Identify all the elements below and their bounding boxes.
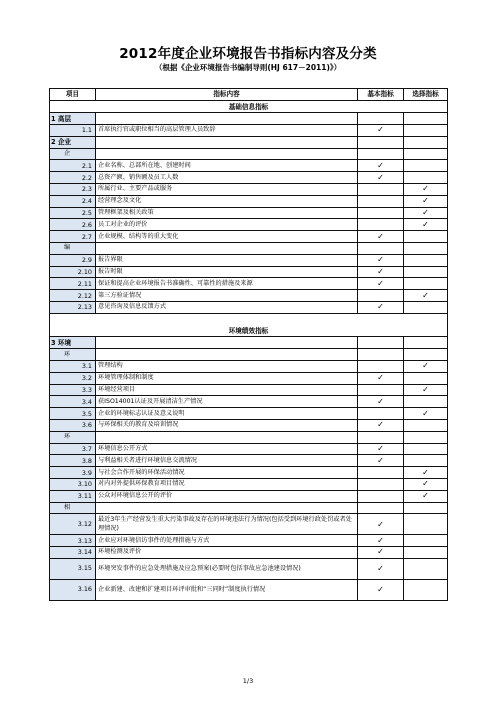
subcategory-blank	[96, 349, 358, 361]
item-text: 经营理念及文化	[96, 195, 358, 207]
table-header-row	[50, 89, 448, 101]
header-item: 项目	[50, 89, 96, 101]
category-blank	[358, 113, 404, 125]
category-blank	[404, 136, 448, 148]
basic-check-mark	[358, 184, 404, 196]
subcategory-blank	[96, 431, 358, 443]
table-row	[50, 160, 448, 172]
header-content: 指标内容	[96, 89, 358, 101]
category-blank	[358, 337, 404, 349]
basic-check-mark	[358, 478, 404, 490]
table-row	[50, 195, 448, 207]
basic-check-mark: ✓	[358, 558, 404, 579]
item-text: 所属行业、主要产品或服务	[96, 184, 358, 196]
table-row	[50, 443, 448, 455]
category-row	[50, 136, 448, 148]
select-check-mark	[404, 372, 448, 384]
spacer-cell	[50, 313, 448, 325]
item-number: 2.12	[50, 290, 96, 302]
item-text: 报告界限	[96, 254, 358, 266]
table-row	[50, 478, 448, 490]
item-number: 3.11	[50, 490, 96, 502]
table-row	[50, 408, 448, 420]
table-row	[50, 207, 448, 219]
select-check-mark	[404, 160, 448, 172]
basic-check-mark: ✓	[358, 547, 404, 559]
table-row	[50, 278, 448, 290]
select-check-mark	[404, 125, 448, 137]
item-number: 2.10	[50, 266, 96, 278]
basic-check-mark: ✓	[358, 172, 404, 184]
item-number: 2.7	[50, 231, 96, 243]
table-row	[50, 396, 448, 408]
item-text: 总资产额、销售额及员工人数	[96, 172, 358, 184]
table-row	[50, 384, 448, 396]
item-number: 2.6	[50, 219, 96, 231]
subcategory-row	[50, 431, 448, 443]
basic-check-mark: ✓	[358, 302, 404, 314]
select-check-mark: ✓	[404, 290, 448, 302]
item-text: 管理框架及相关政策	[96, 207, 358, 219]
item-number: 2.2	[50, 172, 96, 184]
basic-check-mark	[358, 408, 404, 420]
item-number: 3.7	[50, 443, 96, 455]
category-blank	[358, 136, 404, 148]
table-row	[50, 547, 448, 559]
select-check-mark	[404, 547, 448, 559]
table-row	[50, 360, 448, 372]
select-check-mark	[404, 302, 448, 314]
select-check-mark: ✓	[404, 360, 448, 372]
select-check-mark: ✓	[404, 467, 448, 479]
select-check-mark: ✓	[404, 219, 448, 231]
table-row	[50, 254, 448, 266]
item-text: 报告时限	[96, 266, 358, 278]
select-check-mark	[404, 278, 448, 290]
table-row	[50, 219, 448, 231]
select-check-mark	[404, 172, 448, 184]
header-basic: 基本指标	[358, 89, 404, 101]
select-check-mark	[404, 266, 448, 278]
item-text: 环境管理体制和制度	[96, 372, 358, 384]
table-row	[50, 558, 448, 579]
basic-check-mark: ✓	[358, 254, 404, 266]
table-row	[50, 125, 448, 137]
subcategory-blank	[358, 502, 404, 514]
subcategory-label: 相	[50, 502, 96, 514]
select-check-mark	[404, 579, 448, 600]
item-text: 员工对企业的评价	[96, 219, 358, 231]
table-row	[50, 372, 448, 384]
section-title-performance: 环境绩效指标	[50, 325, 448, 337]
item-text: 企业规模、结构等的重大变化	[96, 231, 358, 243]
item-text: 首席执行官或职位相当的高层管理人员致辞	[96, 125, 358, 137]
table-row	[50, 535, 448, 547]
category-blank	[404, 337, 448, 349]
select-check-mark: ✓	[404, 408, 448, 420]
page-title: 2012年度企业环境报告书指标内容及分类	[119, 46, 377, 62]
basic-check-mark: ✓	[358, 579, 404, 600]
item-number: 3.15	[50, 558, 96, 579]
subcategory-label: 编	[50, 243, 96, 255]
subcategory-blank	[404, 243, 448, 255]
item-text: 企业应对环境信访事件的处理措施与方式	[96, 535, 358, 547]
select-check-mark	[404, 419, 448, 431]
select-check-mark	[404, 455, 448, 467]
basic-check-mark	[358, 490, 404, 502]
item-text: 保证和提高企业环境报告书准确性、可靠性的措施及来源	[96, 278, 358, 290]
basic-check-mark: ✓	[358, 514, 404, 535]
category-blank	[96, 113, 358, 125]
page-number: 1/3	[242, 677, 254, 685]
subcategory-label: 环	[50, 349, 96, 361]
spacer-row	[50, 313, 448, 325]
select-check-mark: ✓	[404, 195, 448, 207]
section-row	[50, 100, 448, 113]
basic-check-mark	[358, 195, 404, 207]
select-check-mark	[404, 254, 448, 266]
basic-check-mark: ✓	[358, 160, 404, 172]
item-number: 3.4	[50, 396, 96, 408]
subcategory-row	[50, 243, 448, 255]
item-text: 与利益相关者进行环境信息交流情况	[96, 455, 358, 467]
item-text: 企业的环境标志认证及意义说明	[96, 408, 358, 420]
category-blank	[404, 113, 448, 125]
item-number: 3.3	[50, 384, 96, 396]
basic-check-mark: ✓	[358, 396, 404, 408]
select-check-mark	[404, 443, 448, 455]
item-text: 与社会合作开展的环保活动情况	[96, 467, 358, 479]
item-text: 环境信息公开方式	[96, 443, 358, 455]
item-text: 环境经营项目	[96, 384, 358, 396]
subcategory-label: 企	[50, 148, 96, 160]
item-text: 意见咨询及信息反馈方式	[96, 302, 358, 314]
section-row	[50, 325, 448, 337]
page-subtitle: （根据《企业环境报告书编制导则(HJ 617－2011)》）	[154, 63, 342, 72]
select-check-mark: ✓	[404, 384, 448, 396]
subcategory-row	[50, 502, 448, 514]
table-row	[50, 231, 448, 243]
table-row	[50, 514, 448, 535]
select-check-mark	[404, 514, 448, 535]
section-title-basic: 基础信息指标	[50, 100, 448, 113]
subcategory-blank	[404, 431, 448, 443]
item-number: 3.6	[50, 419, 96, 431]
item-text: 企业名称、总部所在地、创建时间	[96, 160, 358, 172]
subcategory-blank	[404, 349, 448, 361]
basic-check-mark: ✓	[358, 535, 404, 547]
subcategory-label: 环	[50, 431, 96, 443]
item-text: 第三方验证情况	[96, 290, 358, 302]
subcategory-blank	[404, 502, 448, 514]
subcategory-row	[50, 349, 448, 361]
category-blank	[96, 136, 358, 148]
item-number: 3.8	[50, 455, 96, 467]
basic-check-mark: ✓	[358, 419, 404, 431]
table-row	[50, 419, 448, 431]
subcategory-row	[50, 148, 448, 160]
basic-check-mark: ✓	[358, 125, 404, 137]
basic-check-mark: ✓	[358, 455, 404, 467]
item-text: 公众对环境信息公开的评价	[96, 490, 358, 502]
table-row	[50, 467, 448, 479]
category-label: 3 环境	[50, 337, 96, 349]
basic-check-mark: ✓	[358, 372, 404, 384]
item-number: 3.5	[50, 408, 96, 420]
subcategory-blank	[96, 243, 358, 255]
category-label: 1 高层	[50, 113, 96, 125]
subcategory-blank	[358, 431, 404, 443]
item-number: 3.1	[50, 360, 96, 372]
basic-check-mark	[358, 467, 404, 479]
basic-check-mark: ✓	[358, 278, 404, 290]
select-check-mark: ✓	[404, 207, 448, 219]
item-number: 3.16	[50, 579, 96, 600]
basic-check-mark	[358, 219, 404, 231]
basic-check-mark: ✓	[358, 231, 404, 243]
table-row	[50, 302, 448, 314]
item-text: 企业新建、改建和扩建项目环评审批和“三同时”制度执行情况	[96, 579, 358, 600]
category-row	[50, 113, 448, 125]
select-check-mark: ✓	[404, 184, 448, 196]
basic-check-mark: ✓	[358, 266, 404, 278]
category-blank	[96, 337, 358, 349]
item-text: 获ISO14001认证及开展清洁生产情况	[96, 396, 358, 408]
basic-check-mark	[358, 207, 404, 219]
select-check-mark	[404, 231, 448, 243]
item-number: 3.9	[50, 467, 96, 479]
basic-check-mark	[358, 290, 404, 302]
item-text: 环境检测及评价	[96, 547, 358, 559]
subcategory-blank	[358, 349, 404, 361]
item-number: 3.10	[50, 478, 96, 490]
category-row	[50, 337, 448, 349]
category-label: 2 企业	[50, 136, 96, 148]
table-row	[50, 579, 448, 600]
select-check-mark: ✓	[404, 478, 448, 490]
item-number: 3.14	[50, 547, 96, 559]
basic-check-mark: ✓	[358, 443, 404, 455]
select-check-mark	[404, 535, 448, 547]
item-number: 2.5	[50, 207, 96, 219]
item-text: 管理结构	[96, 360, 358, 372]
subcategory-blank	[96, 148, 358, 160]
item-number: 2.11	[50, 278, 96, 290]
select-check-mark: ✓	[404, 490, 448, 502]
basic-check-mark	[358, 360, 404, 372]
item-number: 2.13	[50, 302, 96, 314]
item-text: 最近3年生产经营发生重大污染事故及存在的环境违法行为情况(包括受到环境行政处罚或者处理情况)	[96, 514, 358, 535]
item-number: 2.3	[50, 184, 96, 196]
select-check-mark	[404, 558, 448, 579]
table-row	[50, 184, 448, 196]
header-select: 选择指标	[404, 89, 448, 101]
table-row	[50, 490, 448, 502]
table-row	[50, 172, 448, 184]
table-row	[50, 455, 448, 467]
subcategory-blank	[358, 243, 404, 255]
item-number: 2.9	[50, 254, 96, 266]
item-text: 对内对外提供环保教育项目情况	[96, 478, 358, 490]
basic-check-mark	[358, 384, 404, 396]
item-number: 3.13	[50, 535, 96, 547]
table-row	[50, 266, 448, 278]
item-text: 与环保相关的教育及培训情况	[96, 419, 358, 431]
indicator-table	[49, 88, 448, 601]
subcategory-blank	[404, 148, 448, 160]
item-text: 环境突发事件的应急处理措施及应急预案(必要时包括事故应急池建设情况)	[96, 558, 358, 579]
item-number: 3.2	[50, 372, 96, 384]
table-row	[50, 290, 448, 302]
subcategory-blank	[358, 148, 404, 160]
subcategory-blank	[96, 502, 358, 514]
item-number: 1.1	[50, 125, 96, 137]
item-number: 3.12	[50, 514, 96, 535]
item-number: 2.4	[50, 195, 96, 207]
item-number: 2.1	[50, 160, 96, 172]
select-check-mark	[404, 396, 448, 408]
